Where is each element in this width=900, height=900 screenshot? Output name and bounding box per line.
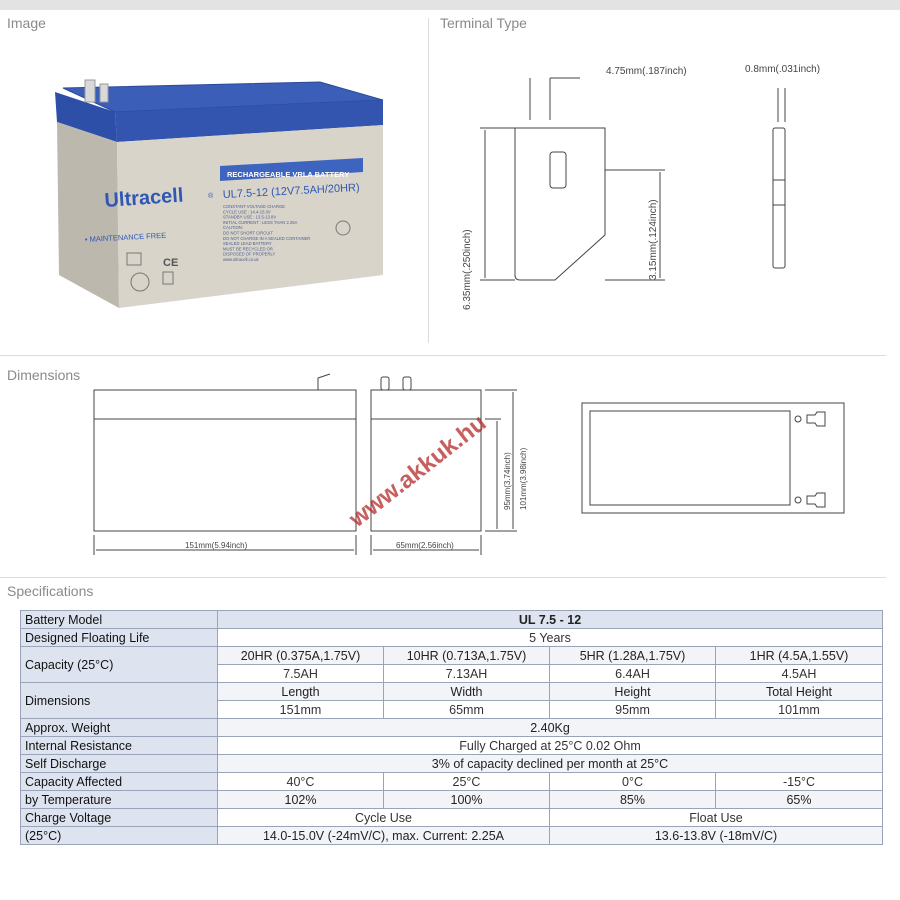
spec-dim-head: Total Height <box>716 683 883 701</box>
spec-capacity-head: 5HR (1.28A,1.75V) <box>550 647 716 665</box>
spec-capacity-value: 6.4AH <box>550 665 716 683</box>
spec-capacity-head: 20HR (0.375A,1.75V) <box>218 647 384 665</box>
dimensions-diagram <box>85 370 875 570</box>
spec-life-label: Designed Floating Life <box>21 629 218 647</box>
table-row <box>21 737 883 755</box>
spec-temp-value: 85% <box>550 791 716 809</box>
spec-resistance-value: Fully Charged at 25°C 0.02 Ohm <box>218 737 883 755</box>
table-row <box>21 755 883 773</box>
battery-band-text: RECHARGEABLE VRLA BATTERY <box>227 170 350 179</box>
top-bar <box>0 0 900 10</box>
battery-registered: ® <box>208 193 214 200</box>
side-view-lid <box>371 390 481 419</box>
spec-charge-head: Cycle Use <box>218 809 550 827</box>
top-view-inner <box>590 411 790 505</box>
top-view-outer <box>582 403 844 513</box>
table-row <box>21 683 883 701</box>
terminal-hole-label: 3.15mm(.124inch) <box>648 199 659 280</box>
section-title-dimensions: Dimensions <box>7 367 81 383</box>
dims-length-label: 151mm(5.94inch) <box>185 541 248 550</box>
front-view-body <box>94 419 356 531</box>
battery-small-text-line: DO NOT SHORT CIRCUIT <box>223 230 274 236</box>
spec-dimensions-label: Dimensions <box>21 683 218 719</box>
top-view-terminal-2 <box>807 493 825 507</box>
spec-capacity-head: 1HR (4.5A,1.55V) <box>716 647 883 665</box>
terminal-side-view <box>773 128 785 268</box>
spec-capacity-value: 7.13AH <box>384 665 550 683</box>
battery-small-text-line: CAUTION: <box>223 225 244 231</box>
table-row <box>21 719 883 737</box>
spec-dim-head: Length <box>218 683 384 701</box>
battery-small-text-line: CONSTANT VOLTAGE CHARGE <box>223 204 286 209</box>
dims-width-label: 65mm(2.56inch) <box>396 541 454 550</box>
battery-model-line: UL7.5-12 (12V7.5AH/20HR) <box>222 181 360 201</box>
spec-charge-value: 13.6-13.8V (-18mV/C) <box>550 827 883 845</box>
spec-temp-label-2: by Temperature <box>21 791 218 809</box>
spec-capacity-value: 7.5AH <box>218 665 384 683</box>
top-view-terminal-1 <box>807 412 825 426</box>
battery-small-text-line: INITIAL CURRENT : LESS THAN 2.25A <box>223 219 298 225</box>
battery-ce-mark: CE <box>163 257 179 269</box>
spec-charge-value: 14.0-15.0V (-24mV/C), max. Current: 2.25A <box>218 827 550 845</box>
table-row <box>21 629 883 647</box>
table-row <box>21 611 883 629</box>
terminal-thickness-label: 0.8mm(.031inch) <box>745 64 821 75</box>
spec-capacity-head: 10HR (0.713A,1.75V) <box>384 647 550 665</box>
spec-temp-value: 102% <box>218 791 384 809</box>
spec-self-discharge-label: Self Discharge <box>21 755 218 773</box>
watermark: www.akkuk.hu <box>344 409 492 533</box>
spec-charge-label-2: (25°C) <box>21 827 218 845</box>
spec-temp-head: 25°C <box>384 773 550 791</box>
spec-temp-value: 100% <box>384 791 550 809</box>
table-row <box>21 647 883 665</box>
spec-temp-head: 0°C <box>550 773 716 791</box>
divider-vertical <box>428 18 429 343</box>
table-row <box>21 809 883 827</box>
battery-small-text-line: CYCLE USE : 14.4-15.0V <box>223 209 271 215</box>
table-row <box>21 791 883 809</box>
spec-table <box>20 610 883 845</box>
spec-charge-label-1: Charge Voltage <box>21 809 218 827</box>
front-view-terminal <box>318 374 330 390</box>
section-title-specifications: Specifications <box>7 583 94 599</box>
dims-height-label: 95mm(3.74inch) <box>503 452 512 510</box>
spec-temp-value: 65% <box>716 791 883 809</box>
terminal-diagram <box>430 40 900 340</box>
spec-dim-value: 65mm <box>384 701 550 719</box>
terminal-outline <box>515 128 605 280</box>
battery-brand: Ultracell <box>103 184 185 212</box>
spec-capacity-label: Capacity (25°C) <box>21 647 218 683</box>
spec-life-value: 5 Years <box>218 629 883 647</box>
battery-small-text-line: DO NOT CHARGE IN A SEALED CONTAINER <box>223 235 311 241</box>
spec-charge-head: Float Use <box>550 809 883 827</box>
spec-weight-label: Approx. Weight <box>21 719 218 737</box>
spec-model-label: Battery Model <box>21 611 218 629</box>
spec-dim-value: 101mm <box>716 701 883 719</box>
terminal-hole <box>550 152 566 188</box>
spec-model-value: UL 7.5 - 12 <box>218 611 883 629</box>
spec-capacity-value: 4.5AH <box>716 665 883 683</box>
spec-dim-head: Width <box>384 683 550 701</box>
battery-small-text-line: SEALED LEAD BATTERY <box>223 241 272 247</box>
spec-dim-value: 151mm <box>218 701 384 719</box>
spec-dim-head: Height <box>550 683 716 701</box>
spec-temp-label-1: Capacity Affected <box>21 773 218 791</box>
battery-image <box>45 70 390 320</box>
battery-maintenance: • MAINTENANCE FREE <box>84 230 167 244</box>
divider-2 <box>0 577 886 578</box>
spec-resistance-label: Internal Resistance <box>21 737 218 755</box>
spec-weight-value: 2.40Kg <box>218 719 883 737</box>
table-row <box>21 827 883 845</box>
battery-small-text-line: MUST BE RECYCLED OR <box>223 246 273 252</box>
divider-1 <box>0 355 886 356</box>
battery-small-text-line: DISPOSED OF PROPERLY <box>223 251 276 257</box>
spec-temp-head: 40°C <box>218 773 384 791</box>
battery-small-text-line: www.ultracell.co.uk <box>223 257 259 262</box>
spec-dim-value: 95mm <box>550 701 716 719</box>
table-row <box>21 773 883 791</box>
section-title-terminal: Terminal Type <box>440 15 527 31</box>
terminal-height-label: 6.35mm(.250inch) <box>462 229 473 310</box>
section-title-image: Image <box>7 15 46 31</box>
front-view-lid <box>94 390 356 419</box>
spec-temp-head: -15°C <box>716 773 883 791</box>
battery-small-text-line: STANDBY USE : 13.5-13.8V <box>223 214 277 220</box>
terminal-width-label: 4.75mm(.187inch) <box>606 66 687 77</box>
spec-self-discharge-value: 3% of capacity declined per month at 25°C <box>218 755 883 773</box>
dims-total-label: 101mm(3.98inch) <box>519 447 528 510</box>
